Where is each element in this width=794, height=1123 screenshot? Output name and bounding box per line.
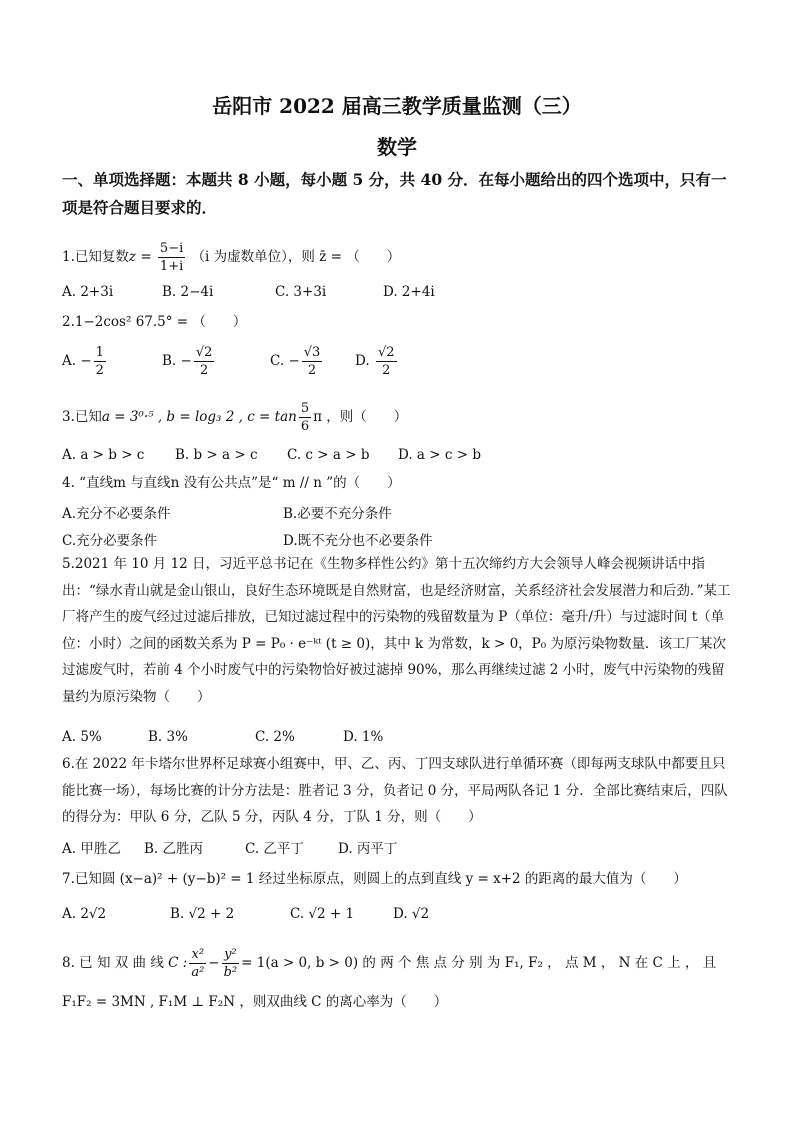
q2-a-label: A. <box>62 353 77 369</box>
q1-lead: 1.已知复数 <box>62 249 129 265</box>
q2-b-label: B. <box>162 353 177 369</box>
q2-b-fraction <box>194 344 215 379</box>
q6-option-b: B. 乙胜丙 <box>144 841 204 857</box>
q8-rest: = 1(a > 0, b > 0) 的 两 个 焦 点 分 别 为 F₁, F₂ ， 点 M ， N 在 C 上 ， 且 <box>241 955 717 971</box>
q1-ask: z̄ = （ ） <box>319 249 401 265</box>
q1-option-d: D. 2+4i <box>383 284 435 300</box>
q3-tail: π ，则（ ） <box>313 409 408 425</box>
q6-option-d: D. 丙平丁 <box>338 841 398 857</box>
q3-option-c: C. c > a > b <box>287 447 370 463</box>
q6-option-c: C. 乙平丁 <box>245 841 304 857</box>
question-5-text: 5.2021 年 10 月 12 日，习近平总书记在《生物多样性公约》第十五次缔约方大会领导人峰会视频讲话中指出：“绿水青山就是金山银山，良好生态环境既是自然财富，也是经济财富，关系经济社会发展潜力和后劲．”某工厂将产生的废气经过过滤后排放，已知过滤过程中的污染物的残留数量为 P（单位：毫升/升）与过滤时间 t（单位：小时）之间的函数关系为 P = P₀ · e⁻ᵏᵗ (t ≥ 0)，其中 k 为常数，k > 0，P₀ 为原污染物数量．该工厂某次过滤废气时，若前 4 个小时废气中的污染物恰好被过滤掉 90%，那么再继续过滤 2 小时，废气中污染物的残留量约为原污染物（ ） <box>62 556 731 705</box>
q1-note: （i 为虚数单位），则 <box>191 249 315 265</box>
q1-option-a: A. 2+3i <box>62 284 114 300</box>
q1-fraction <box>158 240 185 275</box>
section-heading: 一、单项选择题：本题共 8 小题，每小题 5 分，共 40 分．在每小题给出的四个选项中，只有一项是符合题目要求的． <box>62 170 727 217</box>
q8-x-num: x² <box>189 946 206 964</box>
q8-x-fraction <box>189 946 206 981</box>
q8-minus: − <box>208 955 220 971</box>
q2-a-den: 2 <box>95 363 104 378</box>
q2-d-den: 2 <box>382 363 391 378</box>
q2-option-b <box>162 344 216 379</box>
q4-option-c: C.充分必要条件 <box>62 533 158 549</box>
q4-option-a: A.充分不必要条件 <box>62 506 171 522</box>
q3-expression: a = 3⁰·⁵ , b = log₃ 2 , c = tan <box>101 409 297 425</box>
q7-option-c: C. √2 + 1 <box>290 906 355 922</box>
q2-d-num: √2 <box>377 345 395 360</box>
q2-d-fraction <box>376 344 397 379</box>
q1-numerator: 5−i <box>159 241 184 256</box>
q7-option-b: B. √2 + 2 <box>170 906 235 922</box>
q2-c-label: C. <box>270 353 285 369</box>
q3-den: 6 <box>300 419 310 434</box>
question-8-stem <box>62 946 716 981</box>
q5-option-b: B. 3% <box>148 729 188 745</box>
question-2-stem: 2.1−2cos² 67.5° = （ ） <box>62 314 247 330</box>
q3-option-a: A. a > b > c <box>62 447 145 463</box>
q8-lead: 8. 已 知 双 曲 线 <box>62 955 164 971</box>
q7-option-a: A. 2√2 <box>62 906 107 922</box>
q3-option-b: B. b > a > c <box>175 447 258 463</box>
question-3-stem <box>62 400 407 435</box>
q2-b-den: 2 <box>199 363 209 378</box>
q5-option-d: D. 1% <box>343 729 384 745</box>
question-7-stem: 7.已知圆 (x−a)² + (y−b)² = 1 经过坐标原点，则圆上的点到直线 y = x+2 的距离的最大值为（ ） <box>62 871 687 887</box>
q2-b-sign: − <box>180 353 192 369</box>
q8-y-fraction <box>222 946 240 981</box>
q5-option-a: A. 5% <box>62 729 102 745</box>
q8-x-den: a² <box>191 965 205 980</box>
q2-option-c <box>270 344 324 379</box>
question-1-stem <box>62 240 400 275</box>
q2-c-den: 2 <box>307 363 317 378</box>
q1-var: z <box>128 249 137 265</box>
q2-a-sign: − <box>80 353 92 369</box>
q1-eq: = <box>140 249 152 265</box>
q5-option-c: C. 2% <box>255 729 295 745</box>
q2-b-num: √2 <box>195 345 213 360</box>
q1-option-b: B. 2−4i <box>162 284 214 300</box>
q4-option-d: D.既不充分也不必要条件 <box>283 533 433 549</box>
q2-option-a <box>62 344 108 379</box>
question-4-stem: 4. “直线m 与直线n 没有公共点”是“ m // n ”的（ ） <box>62 475 401 491</box>
q7-option-d: D. √2 <box>393 906 430 922</box>
q1-denominator: 1+i <box>159 259 184 274</box>
q2-a-num: 1 <box>95 345 104 360</box>
q1-option-c: C. 3+3i <box>275 284 327 300</box>
q8-y-num: y² <box>222 946 240 964</box>
q2-option-d <box>355 344 399 379</box>
q2-c-sign: − <box>288 353 300 369</box>
q2-d-label: D. <box>355 353 370 369</box>
question-8-line2: F₁F₂ = 3MN , F₁M ⊥ F₂N ，则双曲线 C 的离心率为（ ） <box>62 994 448 1010</box>
exam-title: 岳阳市 2022 届高三教学质量监测（三） <box>212 94 582 118</box>
q8-curve: C : <box>168 955 188 971</box>
question-6-text: 6.在 2022 年卡塔尔世界杯足球赛小组赛中，甲、乙、丙、丁四支球队进行单循环赛（即每两支球队中都要且只能比赛一场），每场比赛的计分方法是：胜者记 3 分，负者记 0 分，平局两队各记 1 分．全部比赛结束后，四队的得分为：甲队 6 分，乙队 5 分，丙队 4 分，丁队 1 分，则（ ） <box>62 756 728 825</box>
q4-option-b: B.必要不充分条件 <box>283 506 392 522</box>
subject-title: 数学 <box>377 135 417 159</box>
q3-lead: 3.已知 <box>62 409 102 425</box>
q2-c-fraction <box>302 344 323 379</box>
q2-c-num: √3 <box>303 345 321 360</box>
q8-y-den: b² <box>223 965 238 980</box>
q3-num: 5 <box>300 401 310 416</box>
q2-a-fraction <box>94 344 106 379</box>
q3-fraction <box>299 400 311 435</box>
q3-option-d: D. a > c > b <box>398 447 481 463</box>
q6-option-a: A. 甲胜乙 <box>62 841 121 857</box>
